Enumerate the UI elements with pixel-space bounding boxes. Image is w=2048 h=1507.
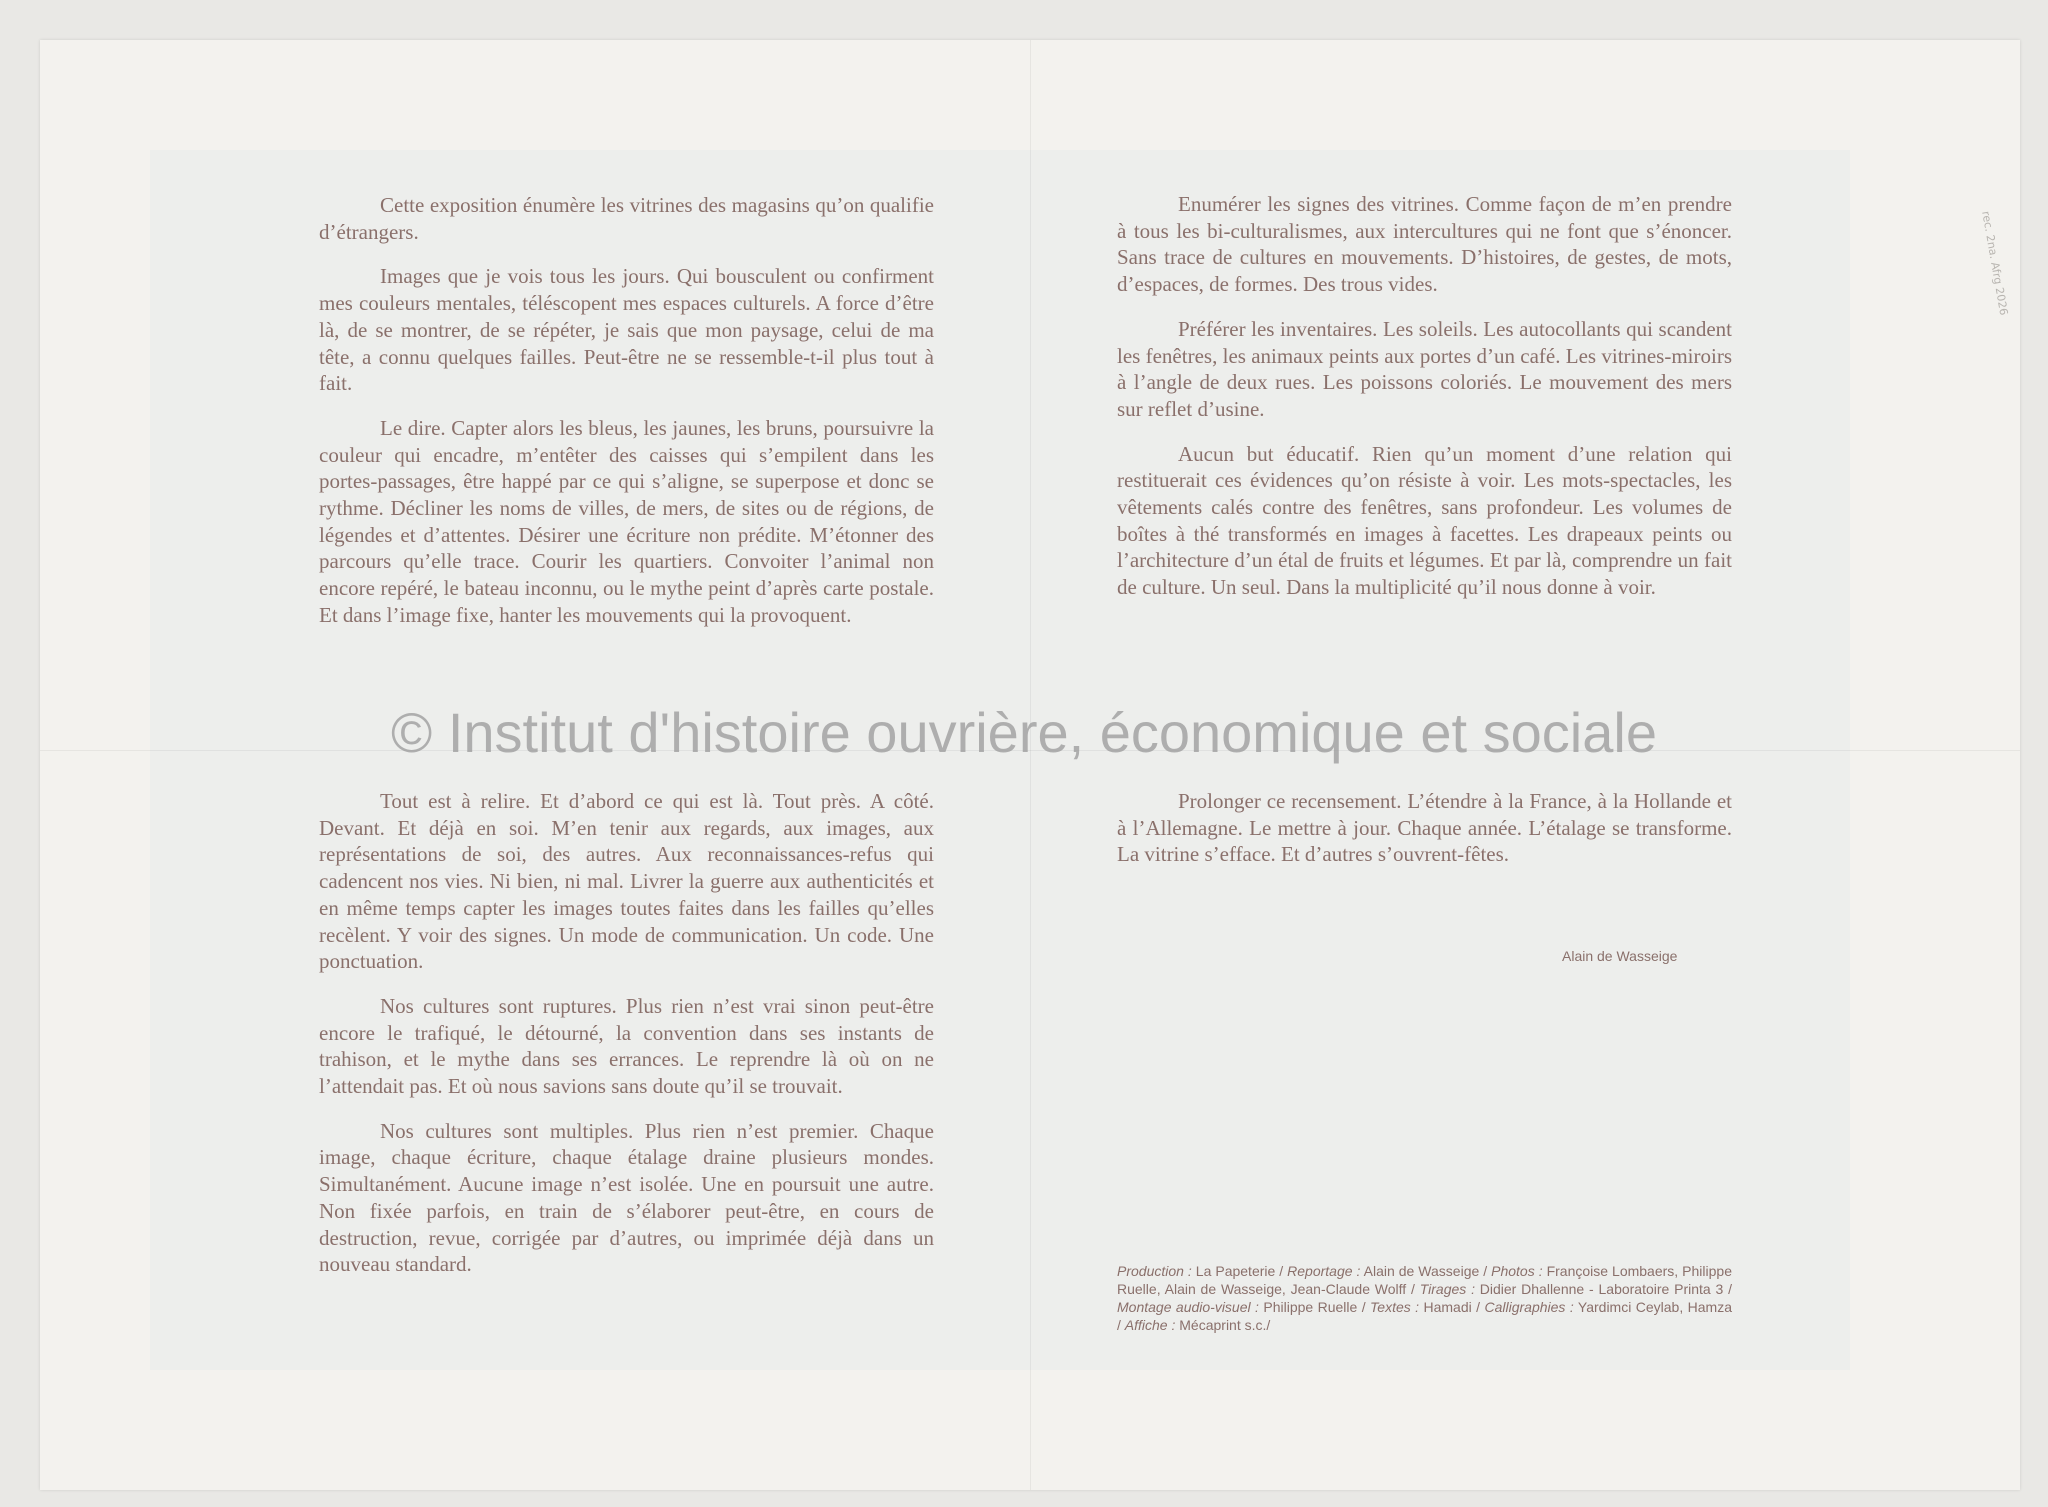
credit-label: Calligraphies : — [1484, 1299, 1574, 1315]
text-column-right-top — [1117, 191, 1732, 619]
paragraph: Le dire. Capter alors les bleus, les jaunes, les bruns, poursuivre la couleur qui encadre, m’entêter des caisses qui s’empilent dans les portes-passages, être happé par ce qui s’aligne, se superpose et donc se rythme. Décliner les noms de villes, de mers, de sites ou de régions, de légendes et d’attentes. Désirer une écriture non prédite. M’étonner des parcours qu’elle trace. Courir les quartiers. Convoiter l’animal non encore repéré, le bateau inconnu, ou le mythe peint d’après carte postale. Et dans l’image fixe, hanter les mouvements qui la provoquent. — [319, 415, 934, 627]
paragraph: Nos cultures sont multiples. Plus rien n’est premier. Chaque image, chaque écriture, chaque étalage draine plusieurs mondes. Simultanément. Aucune image n’est isolée. Une en poursuit une autre. Non fixée parfois, en train de s’élaborer peut-être, en cours de destruction, revue, corrigée par d’autres, ou imprimée déjà dans un nouveau standard. — [319, 1118, 934, 1277]
author-signature: Alain de Wasseige — [1562, 948, 1678, 964]
credits-block — [1117, 1262, 1732, 1334]
credit-label: Reportage : — [1287, 1263, 1361, 1279]
credit-value: Philippe Ruelle / — [1258, 1299, 1371, 1315]
pencil-annotation: rec. 2na. Afrg 2026 — [1979, 210, 2011, 317]
text-column-left-bottom — [319, 788, 934, 1296]
paragraph: Prolonger ce recensement. L’étendre à la France, à la Hollande et à l’Allemagne. Le mettre à jour. Chaque année. L’étalage se transforme. La vitrine s’efface. Et d’autres s’ouvrent-fêtes. — [1117, 789, 1732, 867]
credit-value: Françoise Lombaers, Philippe Ruelle, Alain de Wasseige, Jean-Claude Wolff / — [1117, 1263, 1732, 1297]
credit-label: Montage audio-visuel : — [1117, 1299, 1259, 1315]
paragraph: Images que je vois tous les jours. Qui bousculent ou confirment mes couleurs mentales, téléscopent mes espaces culturels. A force d’être là, de se montrer, de se répéter, je sais que mon paysage, celui de ma tête, a connu quelques failles. Peut-être ne se ressemble-t-il plus tout à fait. — [319, 264, 934, 396]
credit-value: Mécaprint s.c./ — [1175, 1317, 1271, 1333]
credit-value: La Papeterie / — [1191, 1263, 1288, 1279]
paragraph: Enumérer les signes des vitrines. Comme façon de m’en prendre à tous les bi-culturalismes, aux intercultures qui ne font que s’énoncer. Sans trace de cultures en mouvements. D’histoires, de gestes, de mots, d’espaces, de formes. Des trous vides. — [1117, 192, 1732, 297]
text-column-right-bottom — [1117, 788, 1732, 886]
paragraph: Aucun but éducatif. Rien qu’un moment d’une relation qui restituerait ces évidences qu’on résiste à voir. Les mots-spectacles, les vêtements calés contre des fenêtres, sans profondeur. Les volumes de boîtes à thé transformés en images à facettes. Les drapeaux peints ou l’architecture d’un étal de fruits et légumes. Et par là, comprendre un fait de culture. Un seul. Dans la multiplicité qu’il nous donne à voir. — [1117, 441, 1732, 600]
paragraph: Tout est à relire. Et d’abord ce qui est là. Tout près. A côté. Devant. Et déjà en soi. M’en tenir aux regards, aux images, aux représentations de soi, des autres. Aux reconnaissances-refus qui cadencent nos vies. Ni bien, ni mal. Livrer la guerre aux authenticités et en même temps capter les images toutes faites dans les failles qu’elles recèlent. Y voir des signes. Un mode de communication. Un code. Une ponctuation. — [319, 789, 934, 974]
credit-label: Textes : — [1370, 1299, 1420, 1315]
paragraph: Cette exposition énumère les vitrines des magasins qu’on qualifie d’étrangers. — [319, 193, 934, 244]
credit-label: Photos : — [1491, 1263, 1543, 1279]
copyright-watermark: © Institut d'histoire ouvrière, économique et sociale — [391, 701, 1657, 764]
text-column-left-top — [319, 192, 934, 647]
paragraph: Préférer les inventaires. Les soleils. Les autocollants qui scandent les fenêtres, les animaux peints aux portes d’un café. Les vitrines-miroirs à l’angle de deux rues. Les poissons coloriés. Le mouvement des mers sur reflet d’usine. — [1117, 316, 1732, 421]
vertical-fold — [1030, 40, 1031, 1490]
credit-value: Alain de Wasseige / — [1360, 1263, 1492, 1279]
credit-value: Yardimci Ceylab, Hamza / — [1117, 1299, 1732, 1333]
paragraph: Nos cultures sont ruptures. Plus rien n’est vrai sinon peut-être encore le trafiqué, le détourné, la convention dans ses instants de trahison, et le mythe dans ses errances. Le reprendre là où on ne l’attendait pas. Et où nous savions sans doute qu’il se trouvait. — [319, 993, 934, 1099]
credit-label: Production : — [1117, 1263, 1192, 1279]
credit-label: Tirages : — [1419, 1281, 1475, 1297]
credit-label: Affiche : — [1124, 1317, 1176, 1333]
credit-value: Hamadi / — [1419, 1299, 1485, 1315]
credit-value: Didier Dhallenne - Laboratoire Printa 3 / — [1474, 1281, 1732, 1297]
